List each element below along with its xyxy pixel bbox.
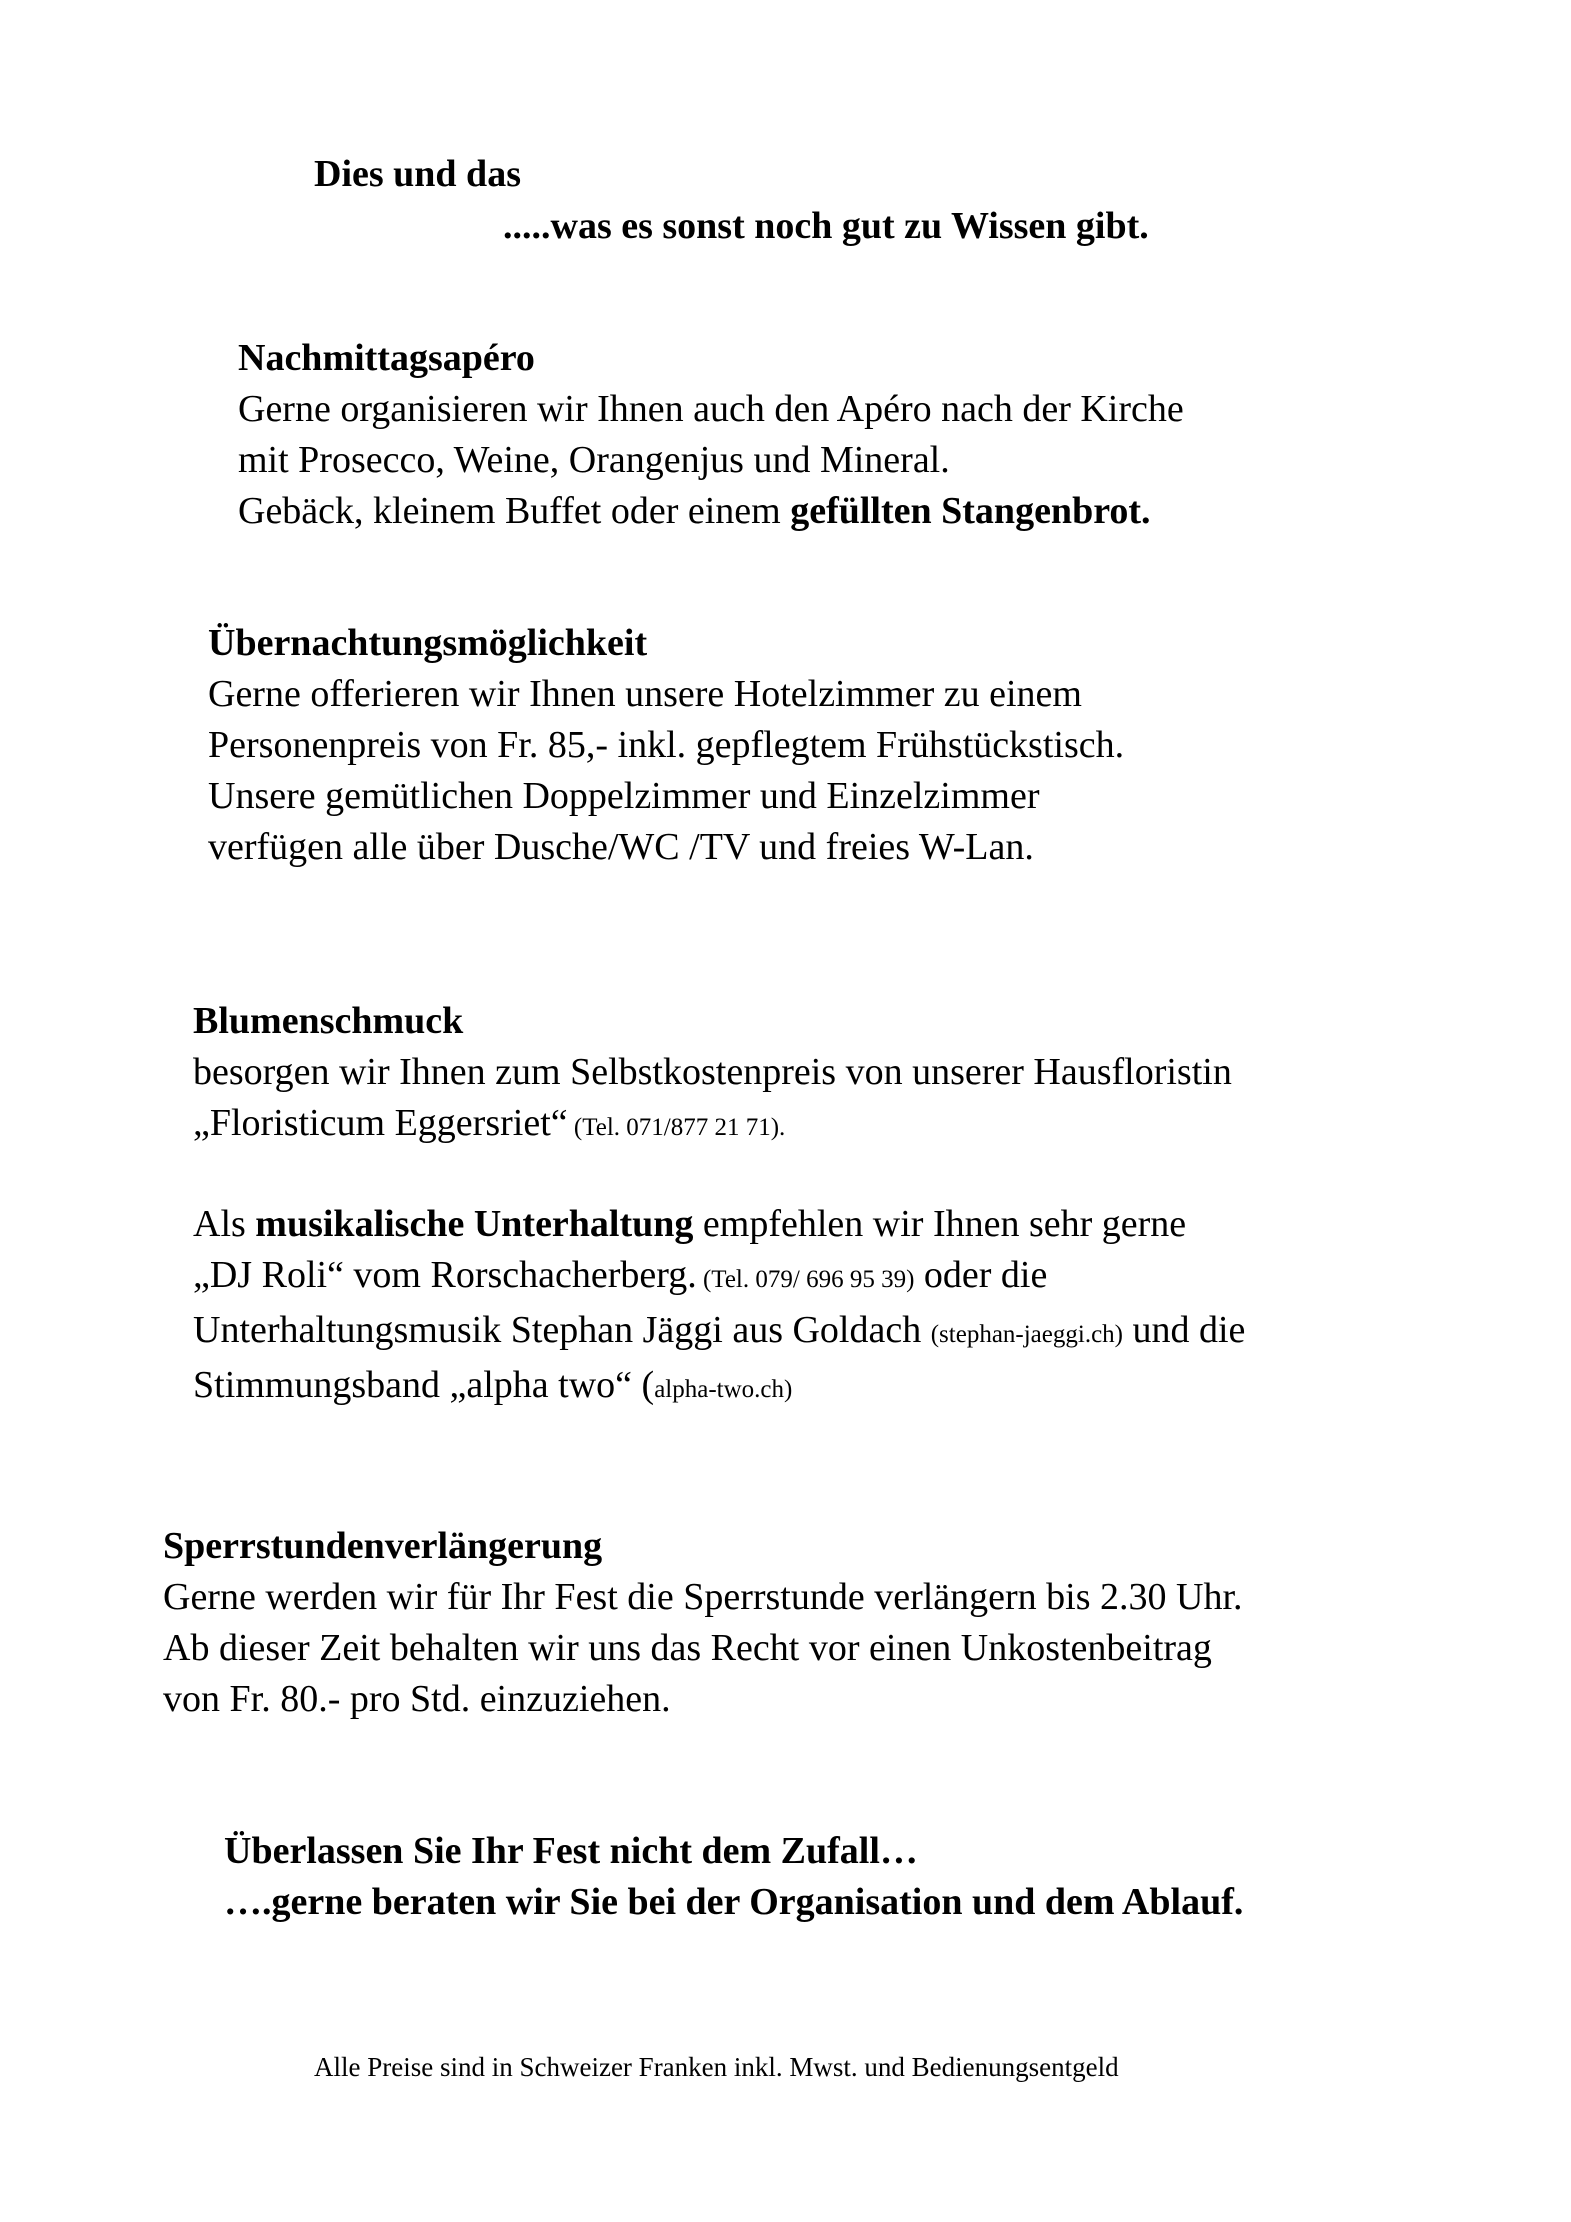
- music-line-4-a: Stimmungsband „alpha two“ (: [193, 1364, 655, 1406]
- music-line-2-c: oder die: [914, 1254, 1048, 1296]
- apero-line-2: mit Prosecco, Weine, Orangenjus und Mineral.: [238, 439, 950, 481]
- dj-phone: (Tel. 079/ 696 95 39): [696, 1266, 915, 1293]
- curfew-line-1: Gerne werden wir für Ihr Fest die Sperrstunde verlängern bis 2.30 Uhr.: [163, 1576, 1243, 1618]
- section-flowers: [193, 996, 1232, 1153]
- page-subtitle: .....was es sonst noch gut zu Wissen gibt.: [503, 205, 1149, 247]
- page-title: Dies und das: [314, 153, 521, 195]
- section-hotel: [208, 618, 1124, 873]
- footer-note: Alle Preise sind in Schweizer Franken inkl. Mwst. und Bedienungsentgeld: [314, 2052, 1119, 2082]
- apero-heading: Nachmittagsapéro: [238, 337, 535, 379]
- music-line-1-c: empfehlen wir Ihnen sehr gerne: [693, 1203, 1187, 1245]
- music-line-3: [193, 1305, 1245, 1360]
- apero-line-3-bold: gefüllten Stangenbrot.: [790, 490, 1151, 532]
- closing-line-1: Überlassen Sie Ihr Fest nicht dem Zufall…: [224, 1830, 918, 1872]
- flowers-heading: Blumenschmuck: [193, 1000, 464, 1042]
- flowers-line-2: [193, 1098, 1232, 1153]
- music-line-1-bold: musikalische Unterhaltung: [255, 1203, 694, 1245]
- section-music: [193, 1199, 1245, 1415]
- curfew-line-3: von Fr. 80.- pro Std. einzuziehen.: [163, 1678, 671, 1720]
- music-line-3-a: Unterhaltungsmusik Stephan Jäggi aus Goldach: [193, 1309, 931, 1351]
- apero-line-3-text: Gebäck, kleinem Buffet oder einem: [238, 490, 791, 532]
- apero-line-3: [238, 486, 1184, 537]
- hotel-line-4: verfügen alle über Dusche/WC /TV und freies W-Lan.: [208, 826, 1034, 868]
- florist-name: „Floristicum Eggersriet“: [193, 1102, 568, 1144]
- section-curfew: [163, 1521, 1243, 1725]
- curfew-line-2: Ab dieser Zeit behalten wir uns das Recht vor einen Unkostenbeitrag: [163, 1627, 1212, 1669]
- florist-phone: (Tel. 071/877 21 71).: [567, 1114, 786, 1141]
- music-line-3-c: und die: [1123, 1309, 1246, 1351]
- hotel-line-2: Personenpreis von Fr. 85,- inkl. gepflegtem Frühstückstisch.: [208, 724, 1125, 766]
- flowers-line-1: besorgen wir Ihnen zum Selbstkostenpreis von unserer Hausfloristin: [193, 1051, 1232, 1093]
- music-line-1-a: Als: [193, 1203, 256, 1245]
- stephan-website: (stephan-jaeggi.ch): [930, 1321, 1123, 1348]
- hotel-heading: Übernachtungsmöglichkeit: [208, 622, 648, 664]
- hotel-line-3: Unsere gemütlichen Doppelzimmer und Einzelzimmer: [208, 775, 1040, 817]
- music-line-2: [193, 1250, 1245, 1305]
- closing-line-2: ….gerne beraten wir Sie bei der Organisation und dem Ablauf.: [224, 1881, 1244, 1923]
- music-line-4: [193, 1360, 1245, 1415]
- apero-line-1: Gerne organisieren wir Ihnen auch den Apéro nach der Kirche: [238, 388, 1184, 430]
- dj-name: „DJ Roli“ vom Rorschacherberg.: [193, 1254, 697, 1296]
- section-closing: [224, 1826, 1243, 1928]
- section-apero: [238, 333, 1184, 537]
- alpha-two-website: alpha-two.ch): [654, 1376, 793, 1403]
- music-line-1: [193, 1199, 1245, 1250]
- curfew-heading: Sperrstundenverlängerung: [163, 1525, 603, 1567]
- hotel-line-1: Gerne offerieren wir Ihnen unsere Hotelzimmer zu einem: [208, 673, 1082, 715]
